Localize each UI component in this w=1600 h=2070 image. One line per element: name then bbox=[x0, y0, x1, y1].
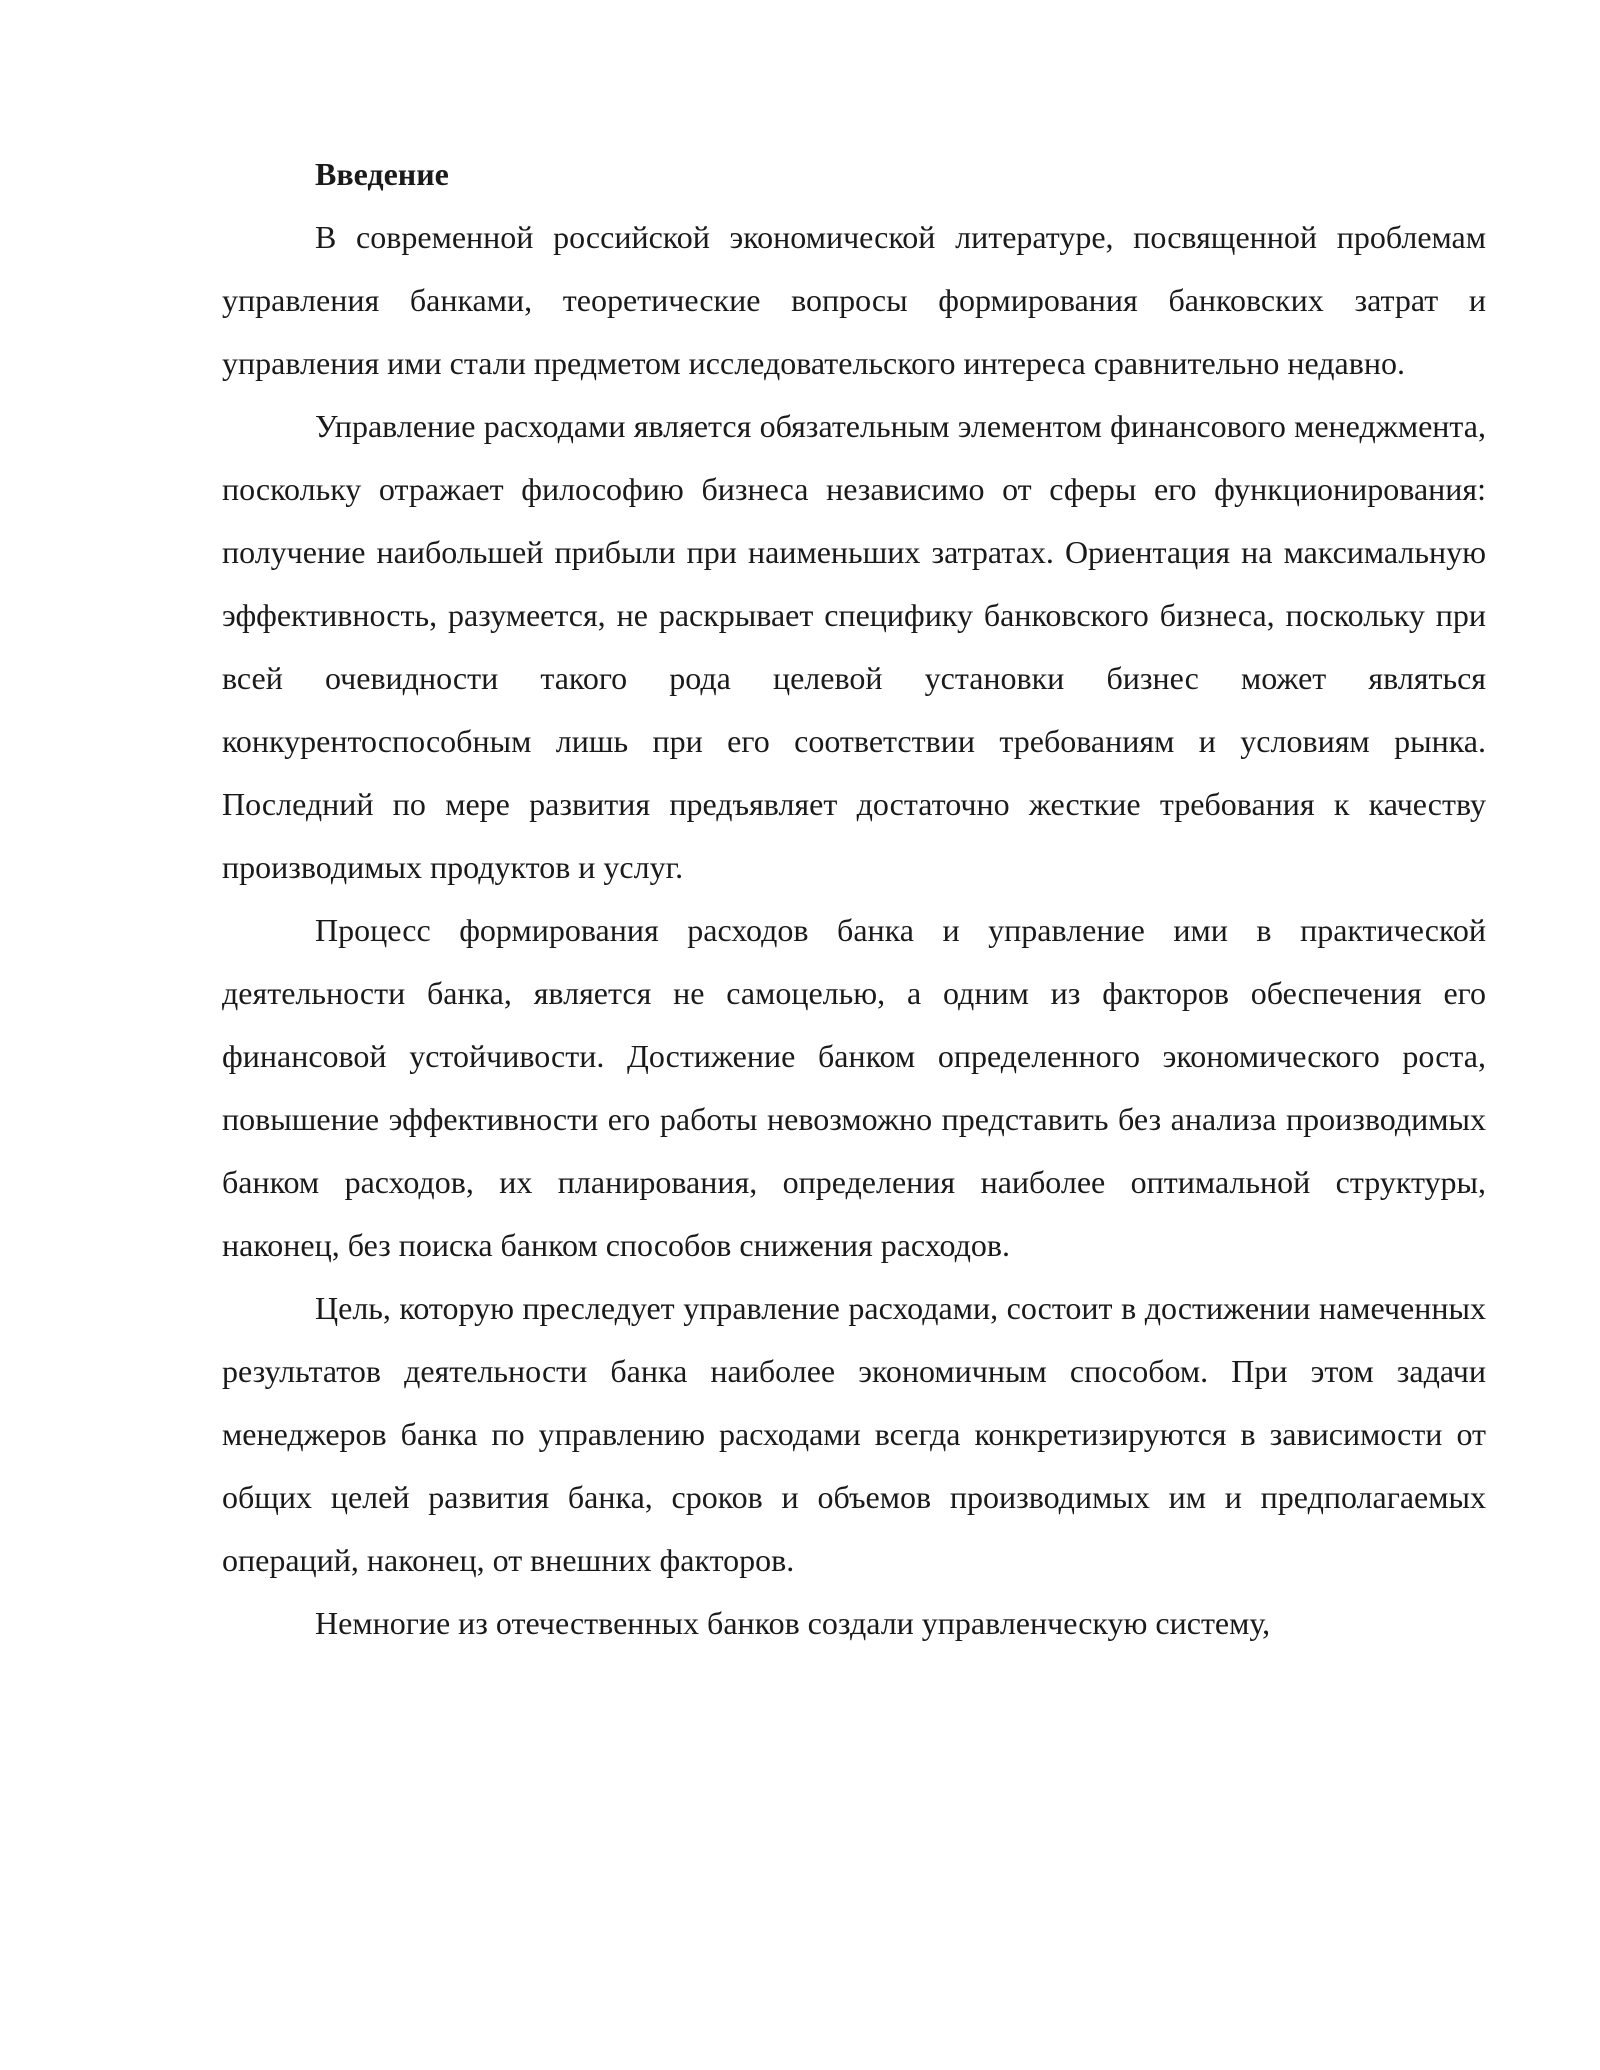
paragraph-2: Управление расходами является обязательным элементом финансового менеджмента, поскольку отражает философию бизнеса независимо от сферы его функционирования: получение наибольшей прибыли при наименьших затратах. Ориентация на максимальную эффективность, разумеется, не раскрывает специфику банковского бизнеса, поскольку при всей очевидности такого рода целевой установки бизнес может являться конкурентоспособным лишь при его соответствии требованиям и условиям рынка. Последний по мере развития предъявляет достаточно жесткие требования к качеству производимых продуктов и услуг. bbox=[222, 408, 1486, 885]
paragraph-4: Цель, которую преследует управление расходами, состоит в достижении намеченных результатов деятельности банка наиболее экономичным способом. При этом задачи менеджеров банка по управлению расходами всегда конкретизируются в зависимости от общих целей развития банка, сроков и объемов производимых им и предполагаемых операций, наконец, от внешних факторов. bbox=[222, 1290, 1486, 1578]
paragraph-1: В современной российской экономической литературе, посвященной проблемам управления банками, теоретические вопросы формирования банковских затрат и управления ими стали предметом исследовательского интереса сравнительно недавно. bbox=[222, 219, 1486, 381]
paragraph-5: Немногие из отечественных банков создали управленческую систему, bbox=[315, 1605, 1271, 1641]
document-body bbox=[222, 143, 1486, 1655]
paragraph-3: Процесс формирования расходов банка и управление ими в практической деятельности банка, является не самоцелью, а одним из факторов обеспечения его финансовой устойчивости. Достижение банком определенного экономического роста, повышение эффективности его работы невозможно представить без анализа производимых банком расходов, их планирования, определения наиболее оптимальной структуры, наконец, без поиска банком способов снижения расходов. bbox=[222, 912, 1486, 1263]
section-heading: Введение bbox=[315, 156, 449, 192]
